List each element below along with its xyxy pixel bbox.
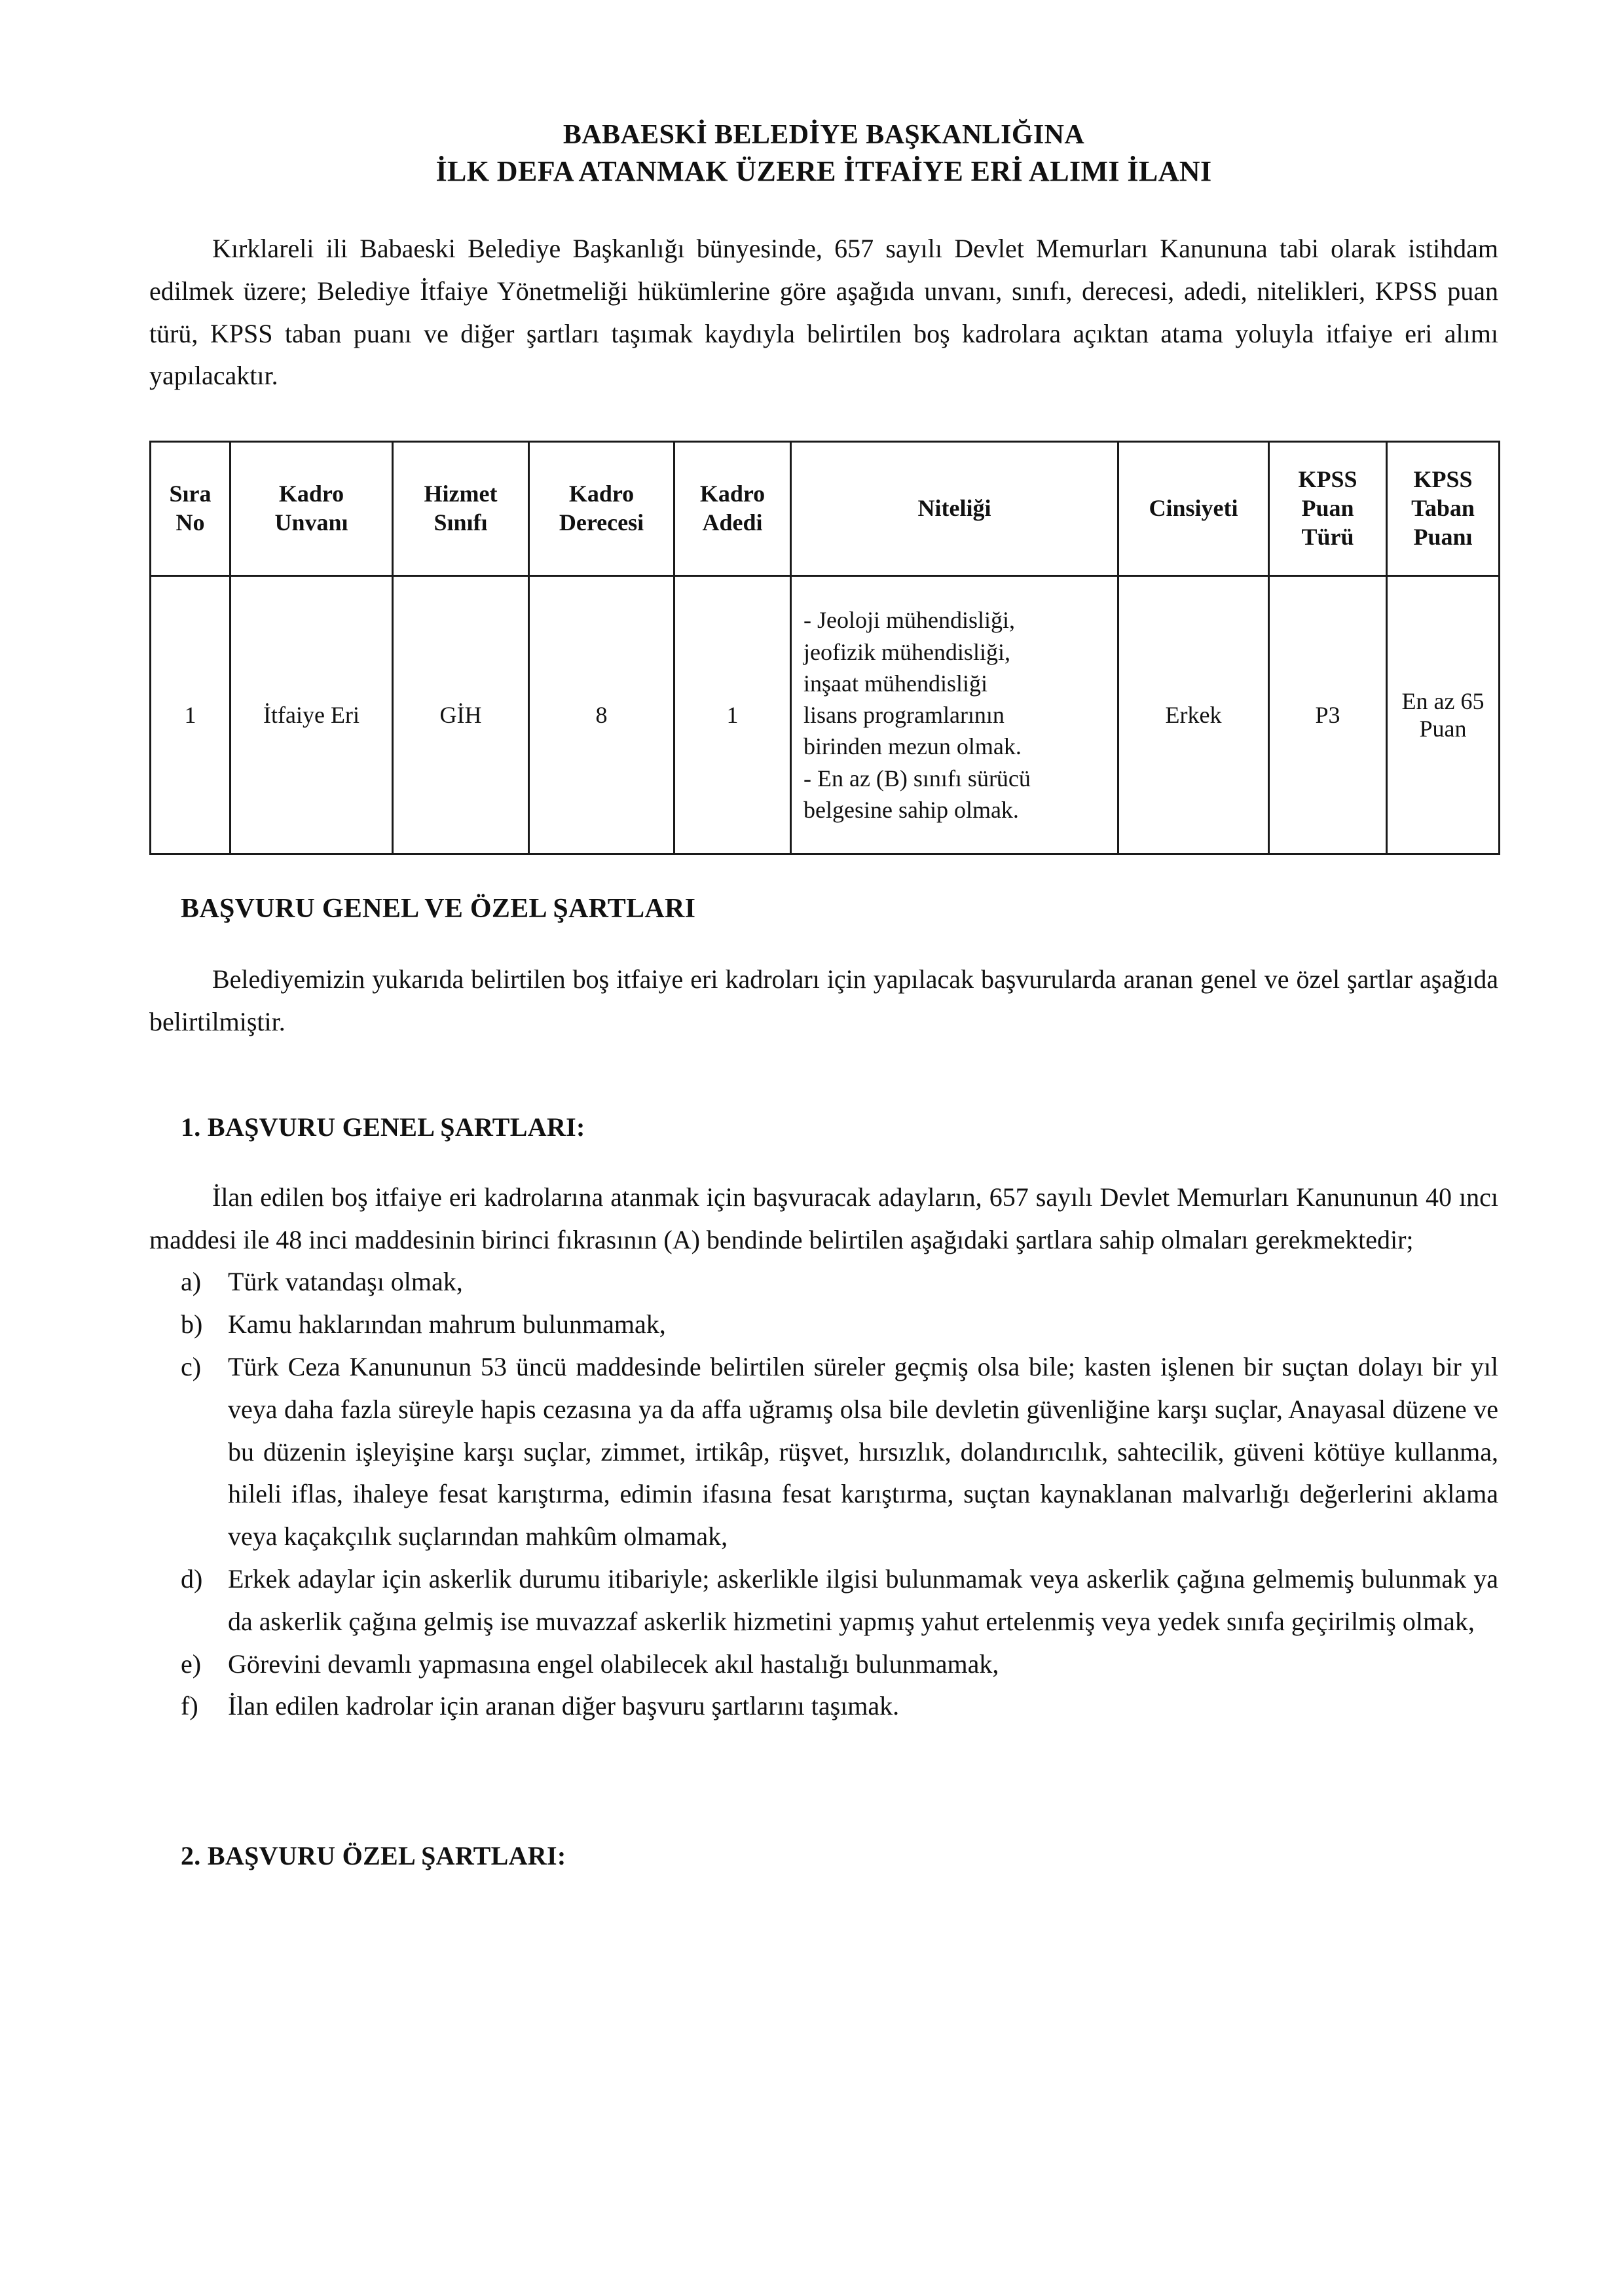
header-line: KPSS Puan Türü [1298,466,1357,551]
general-conditions-list [149,1261,1498,1728]
page-title [149,118,1498,190]
header-line: Niteliği [917,495,991,522]
column-header-kadro-unvani [231,442,393,576]
nitelik-line: - Jeoloji mühendisliği, [803,607,1015,634]
list-item-text: İlan edilen kadrolar için aranan diğer başvuru şartlarını taşımak. [228,1691,900,1721]
kadro-table [149,441,1500,855]
header-line: KPSS Taban Puanı [1411,466,1475,551]
cell-kadro-derecesi: 8 [529,576,674,854]
cell-cinsiyeti: Erkek [1118,576,1269,854]
section-heading-special-conditions: 2. BAŞVURU ÖZEL ŞARTLARI: [181,1841,566,1871]
list-item-marker: a) [181,1267,202,1297]
list-item-marker: f) [181,1691,198,1721]
header-line: Kadro Unvanı [274,481,348,536]
section-heading-general-special: BAŞVURU GENEL VE ÖZEL ŞARTLARI [181,894,696,924]
cell-kadro-unvani: İtfaiye Eri [231,576,393,854]
column-header-hizmet-sinifi [393,442,529,576]
spacer [149,1142,1498,1176]
nitelik-line: jeofizik mühendisliği, [803,638,1010,665]
cell-kpss-puan-turu: P3 [1269,576,1387,854]
header-line: Sıra No [169,481,212,536]
document-content [149,118,1498,1871]
list-item [149,1558,1498,1643]
nitelik-line: - En az (B) sınıfı sürücü [803,765,1031,792]
table-header-row [151,442,1500,576]
list-item-text: Türk vatandaşı olmak, [228,1267,463,1297]
list-item-marker: d) [181,1564,203,1594]
kadro-table-wrapper [149,441,1498,855]
list-item [149,1643,1498,1686]
nitelik-line: lisans programlarının [803,702,1005,729]
list-item-marker: b) [181,1309,203,1339]
column-header-kpss-puan-turu [1269,442,1387,576]
spacer [149,924,1498,958]
header-line: Hizmet Sınıfı [424,481,498,536]
intro-paragraph: Kırklareli ili Babaeski Belediye Başkanlığı bünyesinde, 657 sayılı Devlet Memurları Kanununa tabi olarak istihdam edilmek üzere; Belediye İtfaiye Yönetmeliği hükümlerine göre aşağıda unvanı, sınıfı, derecesi, adedi, nitelikleri, KPSS puan türü, KPSS taban puanı ve diğer şartları taşımak kaydıyla belirtilen boş kadrolara açıktan atama yoluyla itfaiye eri alımı yapılacaktır. [149,234,1498,391]
list-item-text: Kamu haklarından mahrum bulunmamak, [228,1309,666,1339]
list-item [149,1346,1498,1558]
general-conditions-paragraph: İlan edilen boş itfaiye eri kadrolarına atanmak için başvuracak adayların, 657 sayılı Devlet Memurları Kanununun 40 ıncı maddesi ile 48 inci maddesinin birinci fıkrasının (A) bendinde belirtilen aşağıdaki şartlara sahip olmaları gerekmektedir; [149,1182,1498,1254]
header-line: Kadro Derecesi [559,481,644,536]
column-header-kadro-adedi [674,442,791,576]
spacer [149,1044,1498,1078]
list-item-text: Türk Ceza Kanununun 53 üncü maddesinde belirtilen süreler geçmiş olsa bile; kasten işlenen bir suçtan dolayı bir yıl veya daha fazla süreyle hapis cezasına ya da affa uğramış olsa bile devletin güvenliğine karşı suçlar, Anayasal düzene ve bu düzenin işleyişine karşı suçlar, zimmet, irtikâp, rüşvet, hırsızlık, dolandırıcılık, sahtecilik, güveni kötüye kullanma, hileli iflas, ihaleye fesat karıştırma, edimin ifasına fesat karıştırma, suçtan kaynaklanan malvarlığı değerlerini aklama veya kaçakçılık suçlarından mahkûm olmamak, [228,1352,1498,1552]
column-header-cinsiyeti [1118,442,1269,576]
title-line-1: BABAESKİ BELEDİYE BAŞKANLIĞINA [563,120,1085,150]
general-special-paragraph: Belediyemizin yukarıda belirtilen boş itfaiye eri kadroları için yapılacak başvurularda aranan genel ve özel şartlar aşağıda belirtilmiştir. [149,964,1498,1037]
header-line: Kadro Adedi [699,481,766,536]
section-heading-general-conditions: 1. BAŞVURU GENEL ŞARTLARI: [181,1112,585,1142]
cell-kpss-taban-puani: En az 65 Puan [1387,576,1500,854]
list-item-marker: c) [181,1352,202,1382]
column-header-niteligi [791,442,1118,576]
list-item [149,1685,1498,1728]
column-header-kadro-derecesi [529,442,674,576]
list-item-marker: e) [181,1649,202,1679]
nitelik-line: inşaat mühendisliği [803,670,987,697]
cell-hizmet-sinifi: GİH [393,576,529,854]
nitelik-line: belgesine sahip olmak. [803,796,1019,823]
cell-sira-no: 1 [151,576,231,854]
column-header-kpss-taban-puani [1387,442,1500,576]
nitelik-line: birinden mezun olmak. [803,733,1022,760]
list-item [149,1261,1498,1303]
list-item-text: Erkek adaylar için askerlik durumu itibariyle; askerlikle ilgisi bulunmamak veya askerlik çağına gelmemiş bulunmak ya da askerlik çağına gelmiş ise muvazzaf askerlik hizmetini yapmış yahut ertelenmiş veya yedek sınıfa geçirilmiş olmak, [228,1564,1498,1636]
list-item-text: Görevini devamlı yapmasına engel olabilecek akıl hastalığı bulunmamak, [228,1649,999,1679]
cell-niteligi [791,576,1118,854]
title-line-2: İLK DEFA ATANMAK ÜZERE İTFAİYE ERİ ALIMI İLANI [435,155,1212,187]
table-row [151,576,1500,854]
list-item [149,1303,1498,1346]
column-header-sira-no [151,442,231,576]
header-line: Cinsiyeti [1149,495,1238,522]
cell-kadro-adedi: 1 [674,576,791,854]
spacer [149,1728,1498,1806]
